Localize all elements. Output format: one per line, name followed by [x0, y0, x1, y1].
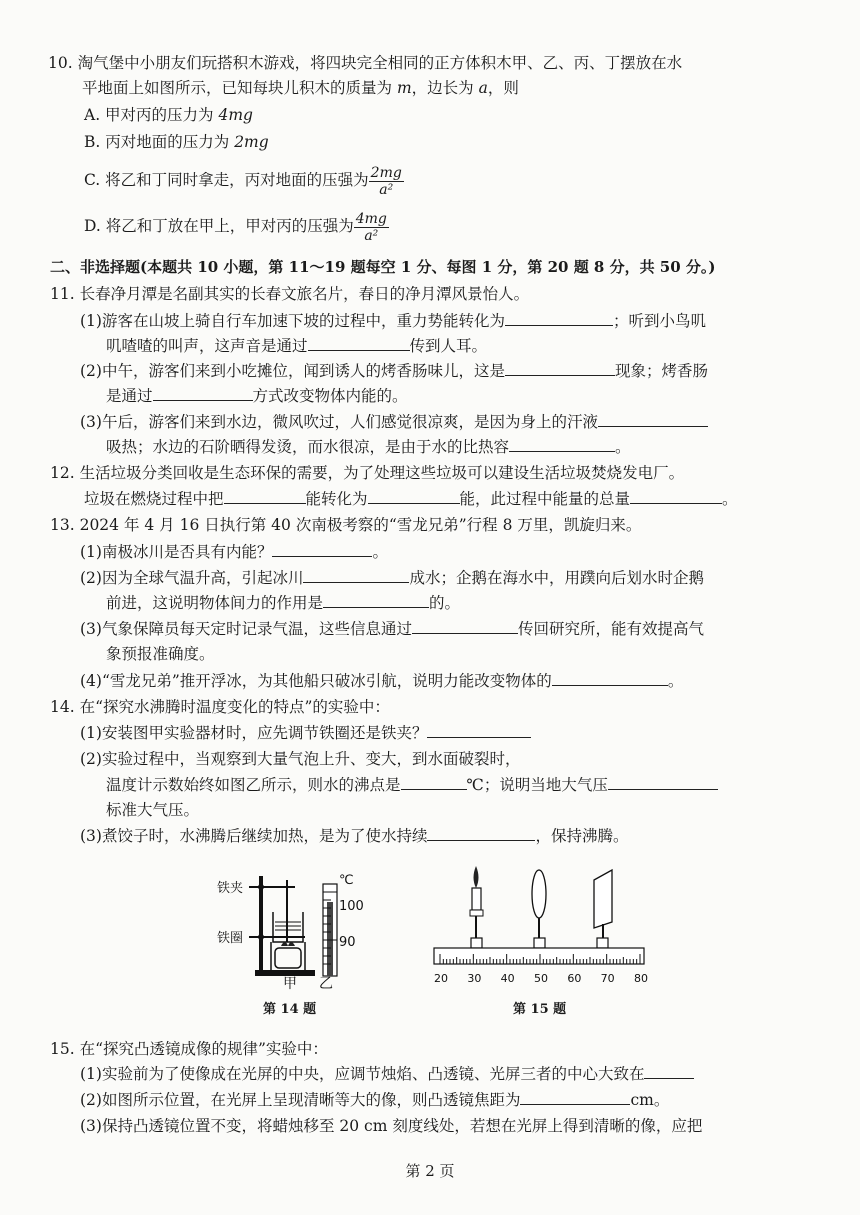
tick-100: 100: [339, 899, 364, 914]
q10-option-d: D. 将乙和丁放在甲上，甲对丙的压强为 $\frac{4mg}{\text{a²}}$: [84, 210, 387, 244]
answer-blank[interactable]: [520, 1090, 630, 1105]
bench-tick-label: 20: [434, 972, 448, 985]
answer-blank[interactable]: [224, 489, 306, 504]
label-iron-clamp: 铁夹: [217, 881, 244, 896]
q11-part1-cont: 叽喳喳的叫声，这声音是通过 传到人耳。: [106, 337, 488, 355]
label-iron-ring: 铁圈: [217, 931, 244, 946]
answer-blank[interactable]: [552, 671, 668, 686]
q15-stem: 15. 在“探究凸透镜成像的规律”实验中：: [50, 1040, 328, 1058]
q10-stem-line2: 平地面上如图所示，已知每块儿积木的质量为 m，边长为 a，则: [82, 79, 519, 97]
unit-celsius: ℃: [339, 873, 354, 888]
answer-blank[interactable]: [272, 542, 372, 557]
q11-part3-cont: 吸热；水边的石阶晒得发烫，而水很凉，是由于水的比热容 。: [106, 438, 631, 456]
answer-blank[interactable]: [308, 336, 410, 351]
answer-blank[interactable]: [427, 826, 535, 841]
q14-part2: (2)实验过程中，当观察到大量气泡上升、变大，到水面破裂时，: [80, 750, 521, 768]
q14-part2-cont2: 标准大气压。: [106, 801, 200, 819]
mercury-column: [327, 902, 333, 976]
answer-blank[interactable]: [323, 593, 429, 608]
bench-tick-label: 70: [600, 972, 615, 985]
figure-14-caption: 第 14 题: [263, 1002, 317, 1017]
bench-tick-label: 40: [500, 972, 515, 985]
figure-14: [215, 870, 375, 990]
q11-part2: (2)中午，游客们来到小吃摊位，闻到诱人的烤香肠味儿，这是 现象；烤香肠: [80, 362, 708, 380]
section-heading: 二、非选择题(本题共 10 小题，第 11～19 题每空 1 分、每图 1 分，第 20 题 8 分，共 50 分。): [50, 258, 716, 276]
optical-bench: [434, 948, 644, 964]
alcohol-lamp: [275, 948, 301, 968]
answer-blank[interactable]: [303, 568, 409, 583]
answer-blank[interactable]: [630, 489, 722, 504]
answer-blank[interactable]: [401, 775, 467, 790]
candle: [472, 888, 481, 910]
answer-blank[interactable]: [505, 311, 613, 326]
q14-part3: (3)煮饺子时，水沸腾后继续加热，是为了使水持续 ，保持沸腾。: [80, 827, 629, 845]
answer-blank[interactable]: [427, 723, 531, 738]
bench-tick-label: 50: [534, 972, 548, 985]
answer-blank[interactable]: [153, 386, 253, 401]
q10-stem-line1: 10. 淘气堡中小朋友们玩搭积木游戏，将四块完全相同的正方体积木甲、乙、丙、丁摆放在水: [48, 54, 683, 72]
label-jia: 甲: [283, 976, 297, 990]
q12-cont: 垃圾在燃烧过程中把 能转化为 能，此过程中能量的总量 。: [84, 490, 738, 508]
q13-part3: (3)气象保障员每天定时记录气温，这些信息通过 传回研究所，能有效提高气: [80, 620, 704, 638]
q13-part3-cont: 象预报准确度。: [106, 645, 215, 663]
answer-blank[interactable]: [644, 1064, 694, 1079]
q15-part2: (2)如图所示位置，在光屏上呈现清晰等大的像，则凸透镜焦距为 cm。: [80, 1091, 670, 1109]
q14-stem: 14. 在“探究水沸腾时温度变化的特点”的实验中：: [50, 698, 390, 716]
figure-15: [428, 858, 660, 990]
q13-stem: 13. 2024 年 4 月 16 日执行第 40 次南极考察的“雪龙兄弟”行程 8 万里，凯旋归来。: [50, 516, 642, 534]
q15-part3: (3)保持凸透镜位置不变，将蜡烛移至 20 cm 刻度线处，若想在光屏上得到清晰的像，应把: [80, 1117, 703, 1135]
label-yi: 乙: [319, 976, 333, 990]
q13-part4: (4)“雪龙兄弟”推开浮冰，为其他船只破冰引航，说明力能改变物体的 。: [80, 672, 684, 690]
q10-option-c: C. 将乙和丁同时拿走，丙对地面的压强为 $\frac{2mg}{\text{a²}}$: [84, 164, 402, 198]
q14-part1: (1)安装图甲实验器材时，应先调节铁圈还是铁夹？: [80, 722, 531, 744]
figure-15-caption: 第 15 题: [513, 1002, 567, 1017]
q14-part2-cont: 温度计示数始终如图乙所示，则水的沸点是 ℃；说明当地大气压: [106, 774, 718, 796]
q10-option-a: A. 甲对丙的压力为 4mg: [84, 106, 253, 124]
q11-stem: 11. 长春净月潭是名副其实的长春文旅名片，春日的净月潭风景怡人。: [50, 285, 530, 303]
answer-blank[interactable]: [598, 412, 708, 427]
answer-blank[interactable]: [412, 619, 518, 634]
q13-part1: (1)南极冰川是否具有内能？ 。: [80, 543, 388, 561]
stand-rod: [259, 876, 263, 972]
page-number: 第 2 页: [405, 1162, 455, 1180]
convex-lens: [532, 870, 546, 918]
flame-icon: [474, 866, 479, 888]
answer-blank[interactable]: [509, 437, 615, 452]
q11-part3: (3)午后，游客们来到水边，微风吹过，人们感觉很凉爽，是因为身上的汗液: [80, 411, 708, 433]
bench-tick-label: 80: [634, 972, 648, 985]
q11-part2-cont: 是通过 方式改变物体内能的。: [106, 387, 408, 405]
answer-blank[interactable]: [368, 489, 460, 504]
bench-tick-label: 30: [467, 972, 482, 985]
tick-90: 90: [339, 935, 356, 950]
answer-blank[interactable]: [505, 361, 615, 376]
fraction: $\frac{2mg}{\text{a²}}$: [370, 164, 402, 198]
bench-tick-label: 60: [567, 972, 582, 985]
q12-stem: 12. 生活垃圾分类回收是生态环保的需要，为了处理这些垃圾可以建设生活垃圾焚烧发电厂。: [50, 464, 685, 482]
fraction: $\frac{4mg}{\text{a²}}$: [355, 210, 387, 244]
answer-blank[interactable]: [608, 775, 718, 790]
q10-option-b: B. 丙对地面的压力为 2mg: [84, 133, 269, 151]
q15-part1: (1)实验前为了使像成在光屏的中央，应调节烛焰、凸透镜、光屏三者的中心大致在: [80, 1063, 694, 1085]
q13-part2: (2)因为全球气温升高，引起冰川 成水；企鹅在海水中，用蹼向后划水时企鹅: [80, 569, 704, 587]
q13-part2-cont: 前进，这说明物体间力的作用是 的。: [106, 594, 461, 612]
light-screen: [594, 870, 612, 928]
q11-part1: (1)游客在山坡上骑自行车加速下坡的过程中，重力势能转化为 ；听到小鸟叽: [80, 312, 706, 330]
